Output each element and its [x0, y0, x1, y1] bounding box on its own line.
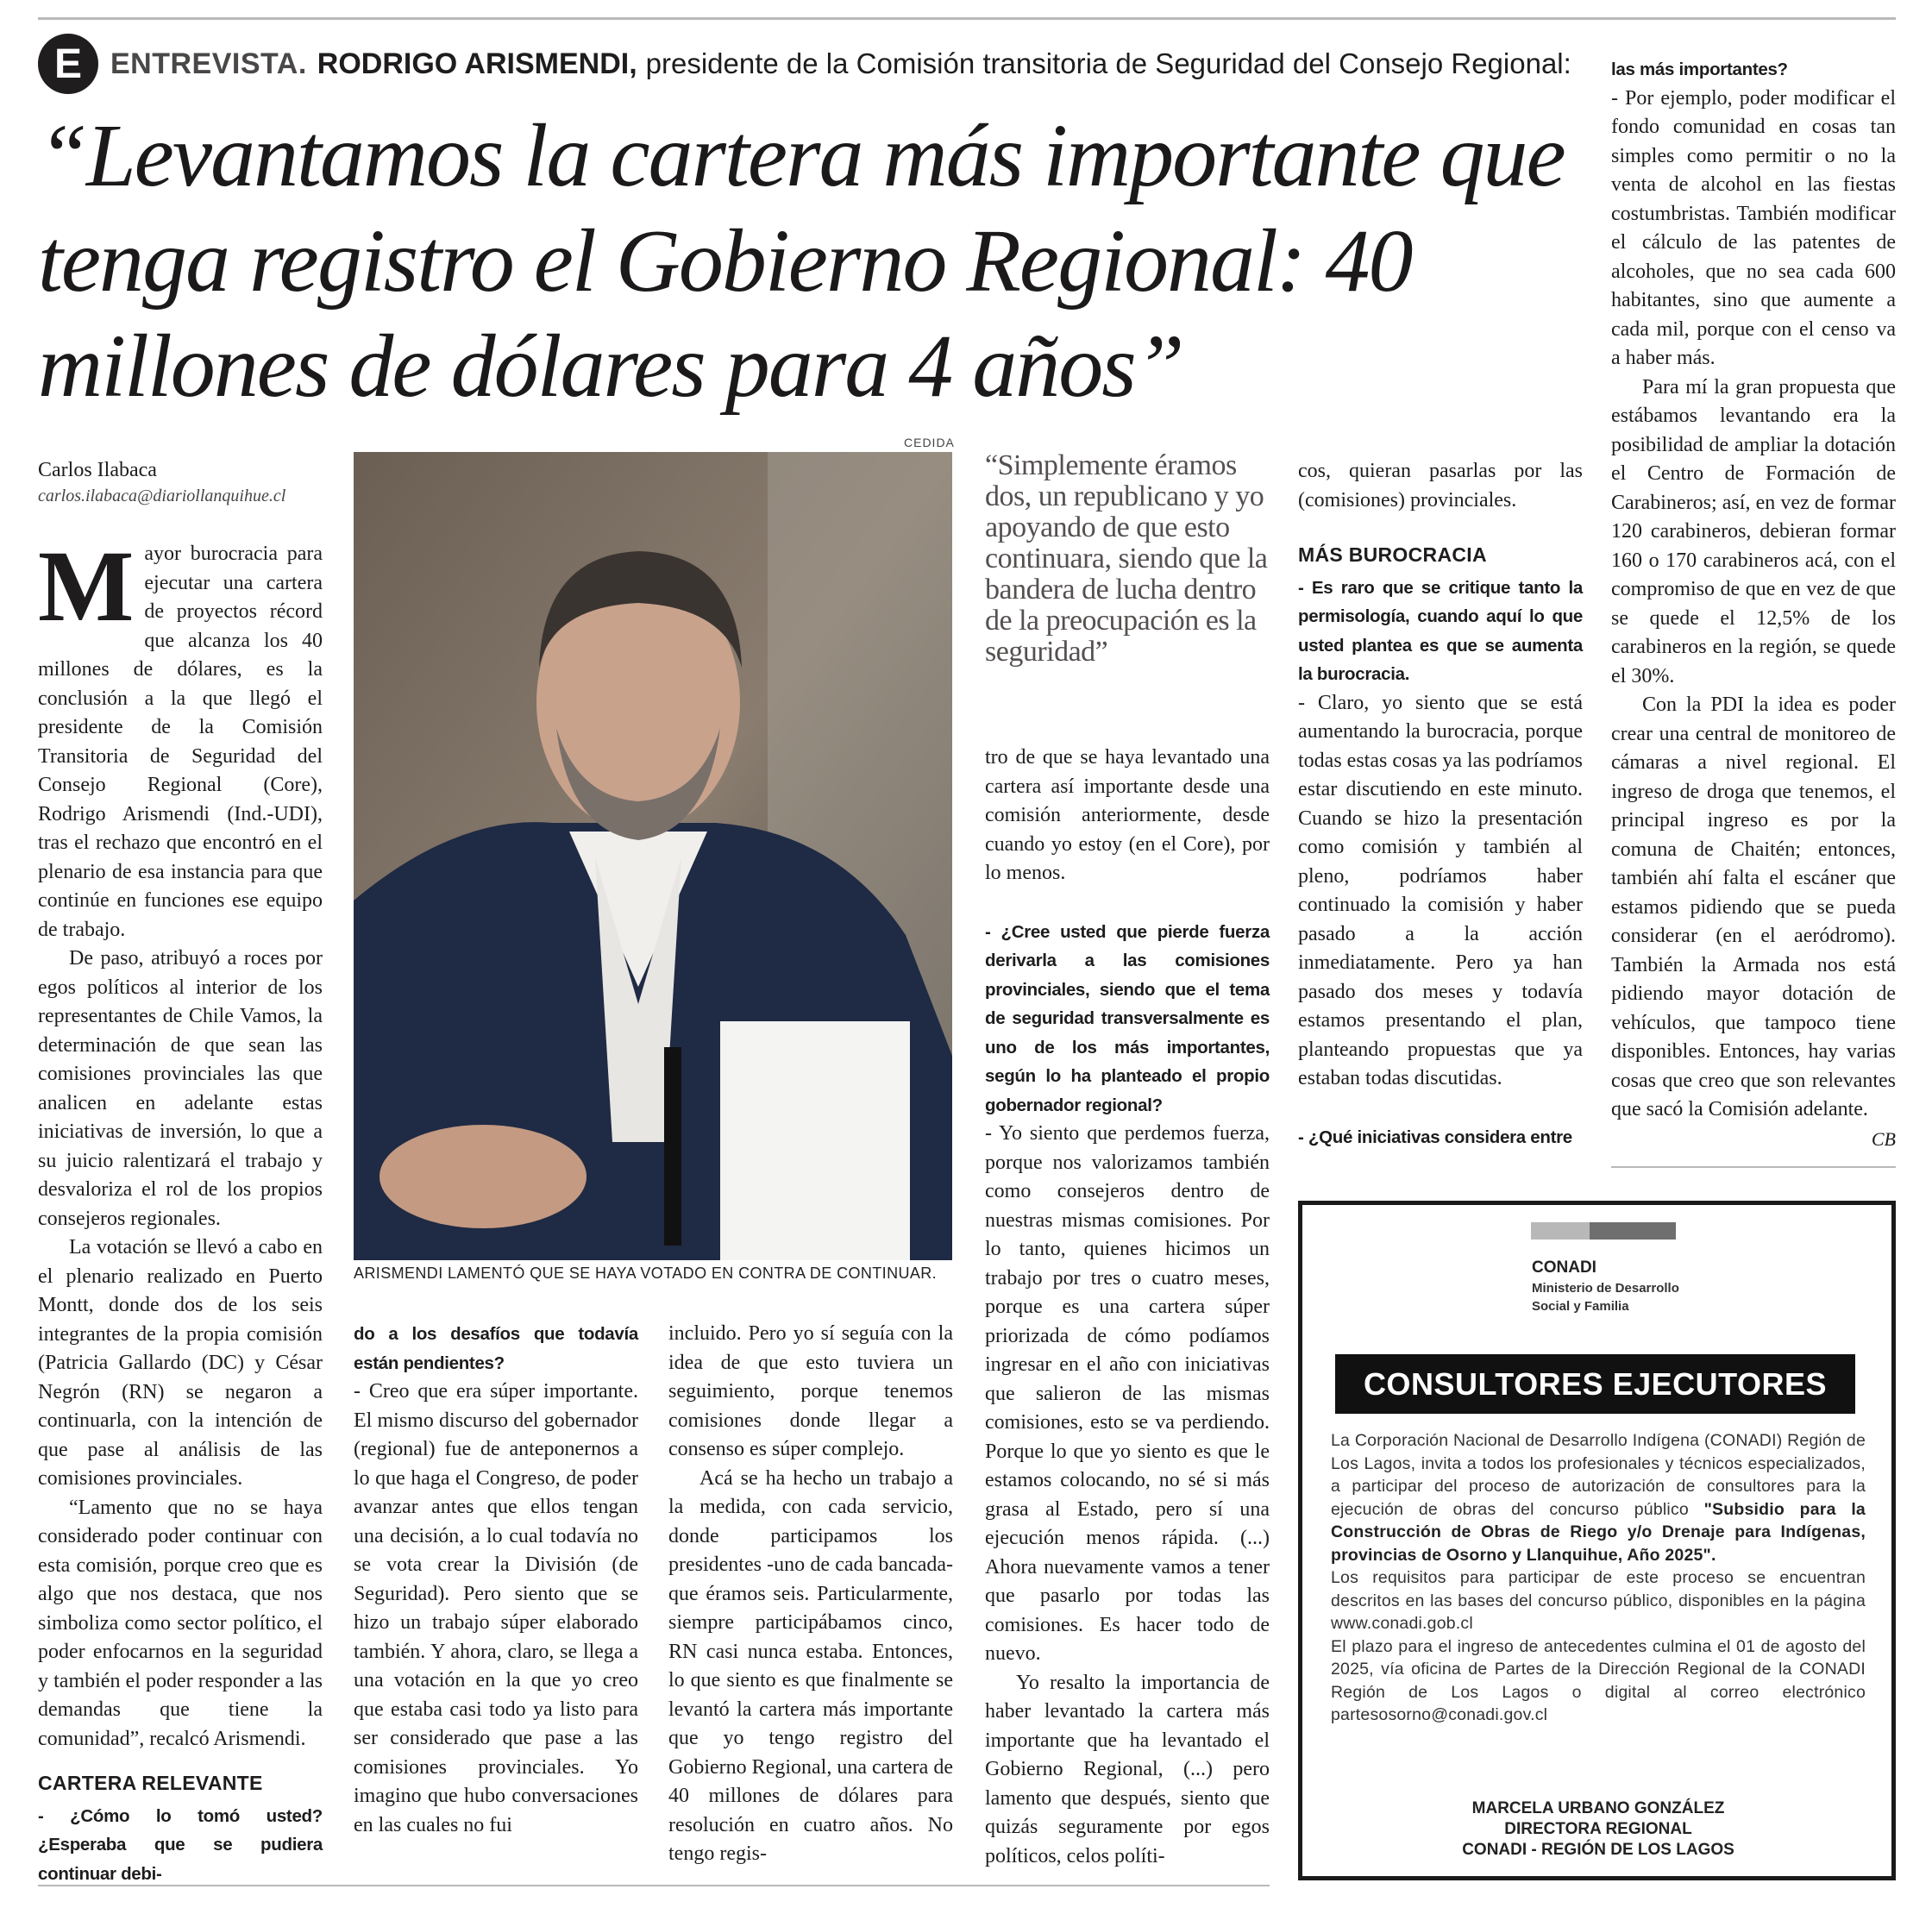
kicker-section: ENTREVISTA. — [110, 47, 307, 80]
column-3 — [668, 1320, 953, 1869]
photo-illustration — [354, 452, 952, 1260]
closing-text: Con la PDI la idea es poder crear una central de monitoreo de cámaras a nivel regional. El ingreso de droga que tenemos, el principal ingreso es por la comuna de Chaitén; entonces, también ahí falta el escáner que estamos pidiendo que se pueda considerar (en el aeródromo). También la Armada nos está pidiendo mayor dotación de vehículos, que tampoco tiene disponibles. Entonces, hay varias cosas que creo que son relevantes que sacó la Comisión adelante. — [1611, 694, 1896, 1120]
answer: - Yo siento que perdemos fuerza, porque nos valorizamos también como consejeros dentro de nuestras mismas comisiones. Por lo tanto, quienes hicimos un trabajo por tres o cuatro meses, porque es una cartera súper priorizada de cómo podíamos ingresar en el año con iniciativas que salieron de las mismas comisiones, esto se va perdiendo. Porque lo que yo siento es que le estamos colocando, no sé si más grasa al Estado, pero sí una ejecución menos rápida. (...) Ahora nuevamente vamos a tener que pasarlo por todas las comisiones. Es hacer todo de nuevo. — [985, 1122, 1270, 1665]
end-mark: CB — [1871, 1127, 1896, 1150]
answer: - Claro, yo siento que se está aumentando la burocracia, porque todas estas cosas ya las podríamos estar discutiendo en este minuto. Cuando se hizo la presentación como comisión y también al pleno, podríamos haber continuado la comisión y haber pasado a la acción inmediatamente. Pero ya han pasado dos meses y todavía estamos presentando el plan, planteando propuestas que ya estaban todas discutidas. — [1298, 691, 1583, 1089]
ad-body-text: La Corporación Nacional de Desarrollo Indígena (CONADI) Región de Los Lagos, invita a todos los profesionales y técnicos especializados, a participar del proceso de autorización de consultores para la ejecución de obras del concurso público — [1331, 1431, 1866, 1519]
column-2 — [354, 1320, 638, 1840]
ad-signature — [1331, 1798, 1866, 1861]
question-continued: las más importantes? — [1611, 60, 1788, 79]
paragraph: Acá se ha hecho un trabajo a la medida, con cada servicio, donde participamos los presidentes -uno de cada bancada- que éramos seis. Particularmente, siempre participábamos cinco, RN casi nunca estaba. Entonces, lo que siento es que finalmente se levantó la cartera más importante que yo tengo registro del Gobierno Regional, una cartera de 40 millones de dólares para resolución en cuatro años. No tengo regis- — [668, 1466, 953, 1865]
question: - Es raro que se critique tanto la permisología, cuando aquí lo que usted plantea es que se aumenta la burocracia. — [1298, 577, 1583, 684]
ad-body-p2: Los requisitos para participar de este proceso se encuentran descritos en las bases del concurso público, disponibles en la página www.conadi.gob.cl — [1331, 1568, 1866, 1633]
question: - ¿Cómo lo tomó usted? ¿Esperaba que se pudiera continuar debi- — [38, 1805, 323, 1884]
column-6 — [1611, 55, 1896, 1153]
ad-contest-name: "Subsidio para la Construcción de Obras de Riego y/o Drenaje para Indígenas, provincias de Osorno y Llanquihue, Año 2025". — [1331, 1499, 1866, 1565]
section-badge: E — [38, 34, 98, 94]
answer: - Por ejemplo, poder modificar el fondo comunidad en cosas tan simples como permitir o no la venta de alcohol en las fiestas costumbristas. También modificar el cálculo de las patentes de alcoholes, que no sea cada 600 habitantes, sino que aumente a cada mil, porque con el censo va a haber más. — [1611, 86, 1896, 369]
drop-cap: M — [38, 530, 135, 643]
ad-banner: CONSULTORES EJECUTORES — [1335, 1354, 1855, 1414]
paragraph: Yo resalto la importancia de haber levantado la cartera más importante que ha levantado el Gobierno Regional, (...) pero lamento que después, siento que quizás seguramente por egos políticos, celos políti- — [985, 1671, 1270, 1867]
question-continued: do a los desafíos que todavía están pendientes? — [354, 1324, 638, 1373]
logo-stripe — [1590, 1222, 1676, 1240]
top-rule — [38, 17, 1896, 20]
kicker-role: presidente de la Comisión transitoria de Seguridad del Consejo Regional: — [645, 47, 1571, 79]
photo-credit: CEDIDA — [904, 436, 955, 449]
subhead-burocracia: MÁS BUROCRACIA — [1298, 543, 1487, 566]
paragraph: incluido. Pero yo sí seguía con la idea de que esto tuviera un seguimiento, porque tenemos comisiones donde llegar a consenso es súper complejo. — [668, 1322, 953, 1460]
byline-author: Carlos Ilabaca — [38, 459, 157, 481]
paragraph: tro de que se haya levantado una cartera así importante desde una comisión anteriormente, desde cuando yo estoy (en el Core), por lo menos. — [985, 746, 1270, 884]
logo-stripe — [1531, 1222, 1590, 1240]
column-6-bottom-rule — [1611, 1166, 1896, 1168]
ad-org-name: CONADI — [1532, 1258, 1596, 1277]
bottom-rule — [38, 1885, 1270, 1886]
answer: - Creo que era súper importante. El mismo discurso del gobernador (regional) fue de anteponernos a lo que haga el Congreso, de poder avanzar antes que ellos tengan una decisión, a lo cual todavía no se vota crear la División (de Seguridad). Pero siento que se hizo un trabajo súper elaborado también. Y ahora, claro, se llega a una votación en la que yo creo que estaba casi todo ya listo para ser considerado que pase a las comisiones provinciales. Yo imagino que hubo conversaciones en las cuales no fui — [354, 1380, 638, 1836]
conadi-advertisement — [1298, 1201, 1896, 1880]
column-4 — [985, 744, 1270, 1871]
kicker — [38, 29, 1590, 98]
ad-sign-name: MARCELA URBANO GONZÁLEZ — [1471, 1799, 1725, 1817]
lead-text: ayor burocracia para ejecutar una cartera de proyectos récord que alcanza los 40 millones de dólares, es la conclusión a la que llegó el presidente de la Comisión Transitoria de Seguridad del Consejo Regional (Core), Rodrigo Arismendi (Ind.-UDI), tras el rechazo que encontró en el plenario de esa instancia para que continúe en funciones ese equipo de trabajo. — [38, 543, 323, 941]
paragraph — [1611, 691, 1896, 1150]
column-1 — [38, 457, 323, 1888]
ad-body-p1 — [1331, 1429, 1866, 1566]
ad-body-p3: El plazo para el ingreso de antecedentes culmina el 01 de agosto del 2025, vía oficina de Partes de la Dirección Regional de la CONADI Región de Los Lagos o digital al correo electrónico partesosorno@conadi.gov.cl — [1331, 1636, 1866, 1724]
ad-ministry: Ministerio de Desarrollo Social y Familia — [1532, 1281, 1679, 1314]
question: - ¿Cree usted que pierde fuerza derivarla a las comisiones provinciales, siendo que el tema de seguridad transversalmente es uno de los más importantes, según lo ha planteado el propio gobernador regional? — [985, 921, 1270, 1115]
interview-photo — [354, 452, 952, 1260]
headline: “Levantamos la cartera más importante que tenga registro el Gobierno Regional: 40 millones de dólares para 4 años” — [38, 106, 1565, 416]
question: - ¿Qué iniciativas considera entre — [1298, 1127, 1572, 1147]
paragraph: “Lamento que no se haya considerado poder continuar con esta comisión, porque creo que es algo que nos destaca, que nos simboliza como sector político, el poder enfocarnos en la seguridad y también el poder responder a las demandas que tiene la comunidad”, recalcó Arismendi. — [38, 1496, 323, 1750]
byline-email[interactable]: carlos.ilabaca@diariollanquihue.cl — [38, 486, 286, 505]
ad-sign-title: DIRECTORA REGIONAL — [1504, 1820, 1692, 1838]
photo-caption: ARISMENDI LAMENTÓ QUE SE HAYA VOTADO EN CONTRA DE CONTINUAR. — [354, 1265, 938, 1282]
ad-sign-org: CONADI - REGIÓN DE LOS LAGOS — [1462, 1841, 1734, 1859]
subhead-cartera: CARTERA RELEVANTE — [38, 1772, 263, 1794]
pull-quote: “Simplemente éramos dos, un republicano y yo apoyando de que esto continuara, siendo que la bandera de lucha dentro de la preocupación es la seguridad” — [985, 449, 1268, 668]
paragraph: De paso, atribuyó a roces por egos políticos al interior de los representantes de Chile Vamos, la determinación de que sean las comisiones provinciales las que analicen en adelante estas iniciativas de inversión, lo que a su juicio ralentizará el trabajo y desvaloriza el rol de los propios consejeros regionales. — [38, 947, 323, 1230]
paragraph: cos, quieran pasarlas por las (comisiones) provinciales. — [1298, 460, 1583, 512]
kicker-name: RODRIGO ARISMENDI, — [317, 47, 637, 80]
paragraph: Para mí la gran propuesta que estábamos levantando era la posibilidad de ampliar la dotación el Centro de Formación de Carabineros; así, en vez de formar 120 carabineros, debieran formar 160 o 170 carabineros acá, con el compromiso de que en vez de que se quede el 12,5% de los carabineros en la región, se quede el 30%. — [1611, 375, 1896, 687]
ad-body — [1331, 1429, 1866, 1727]
column-5 — [1298, 457, 1583, 1152]
paragraph: La votación se llevó a cabo en el plenario realizado en Puerto Montt, donde dos de los seis integrantes de la propia comisión (Patricia Gallardo (DC) y César Negrón (RN) se negaron a continuarla, con la intención de que pase al análisis de las comisiones provinciales. — [38, 1236, 323, 1490]
lead-paragraph — [38, 530, 323, 945]
